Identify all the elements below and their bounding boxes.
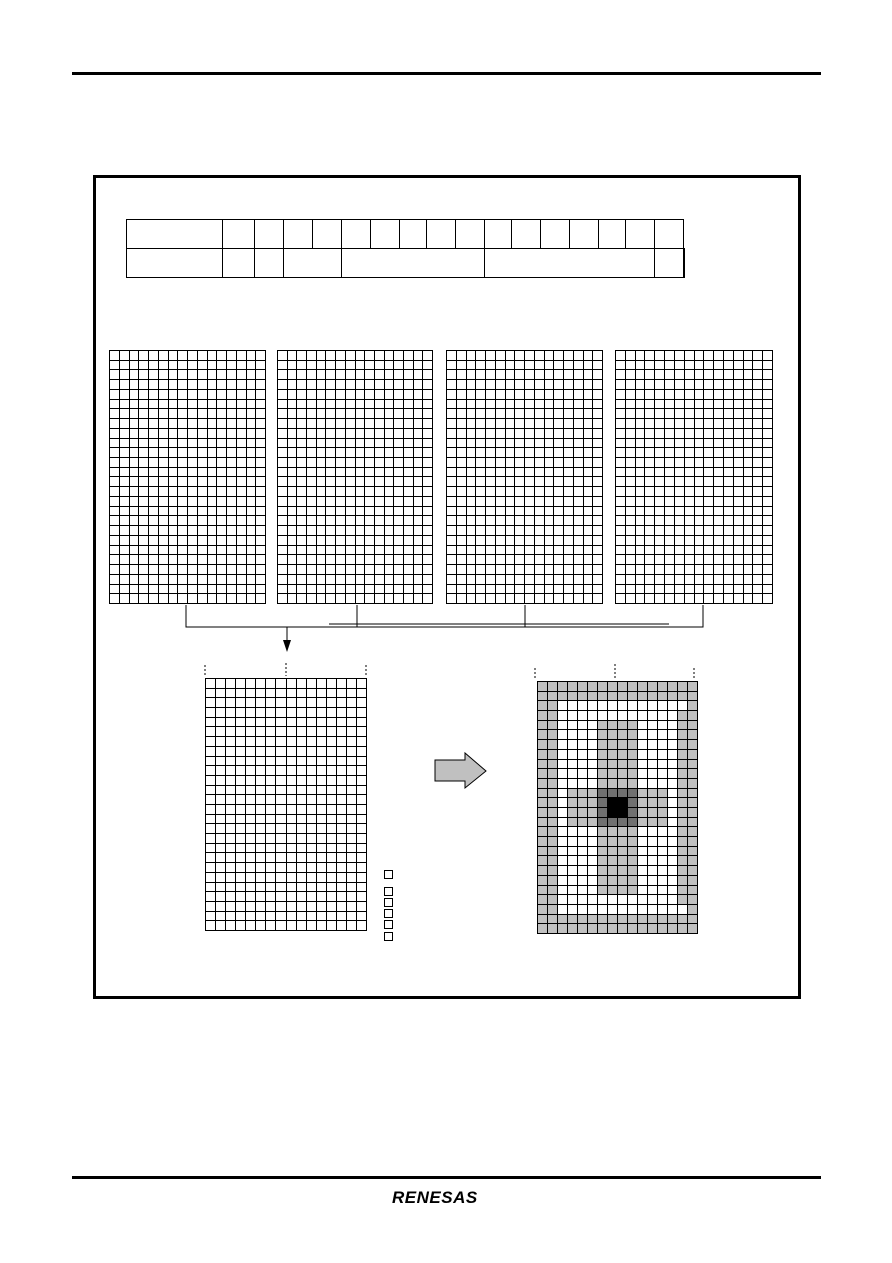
down-arrow-icon [283, 640, 291, 652]
renesas-logo: RENESAS [392, 1188, 478, 1207]
right-arrow-icon [435, 753, 486, 788]
